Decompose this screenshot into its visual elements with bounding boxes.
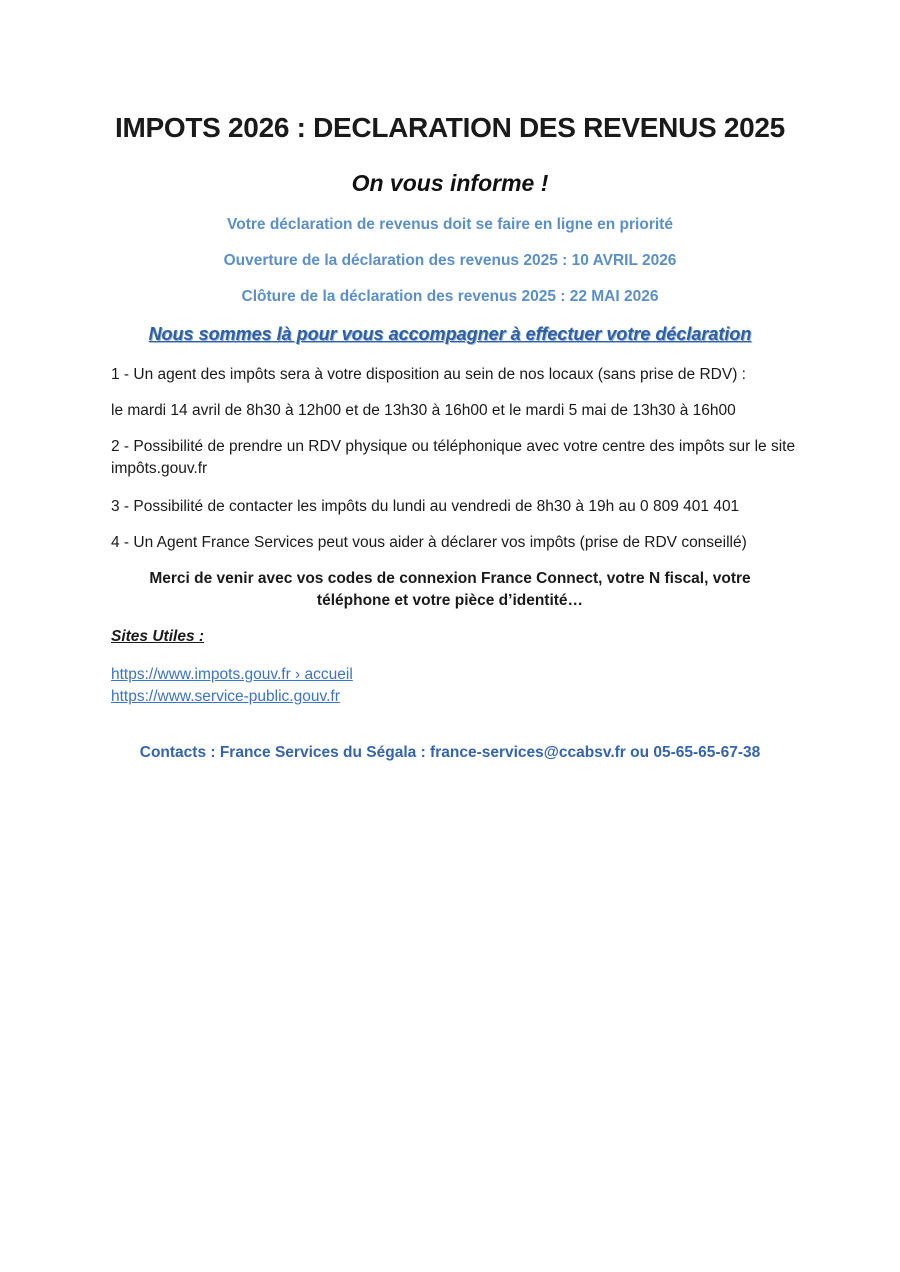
impots-link[interactable]: https://www.impots.gouv.fr › accueil: [111, 666, 353, 683]
item-4-france-services: 4 - Un Agent France Services peut vous aider à déclarer vos impôts (prise de RDV conseillé): [111, 534, 747, 551]
page-title: IMPOTS 2026 : DECLARATION DES REVENUS 2025: [115, 112, 785, 143]
item-1-schedule: le mardi 14 avril de 8h30 à 12h00 et de 13h30 à 16h00 et le mardi 5 mai de 13h30 à 16h00: [111, 402, 736, 419]
item-3-phone-contact: 3 - Possibilité de contacter les impôts du lundi au vendredi de 8h30 à 19h au 0 809 401 401: [111, 498, 740, 515]
support-banner: Nous sommes là pour vous accompagner à effectuer votre déclaration: [148, 324, 752, 344]
merci-note: Merci de venir avec vos codes de connexion France Connect, votre N fiscal, votre téléphone et votre pièce d’identité…: [149, 570, 751, 609]
useful-sites-heading: Sites Utiles :: [111, 628, 205, 645]
item-1-agent: 1 - Un agent des impôts sera à votre disposition au sein de nos locaux (sans prise de RDV) :: [111, 366, 746, 383]
contacts-line: Contacts : France Services du Ségala : france-services@ccabsv.fr ou 05-65-65-67-38: [139, 744, 761, 761]
item-2-appointment: 2 - Possibilité de prendre un RDV physique ou téléphonique avec votre centre des impôts sur le site impôts.gouv.fr: [111, 438, 796, 477]
info-closing-date: Clôture de la déclaration des revenus 2025 : 22 MAI 2026: [241, 288, 659, 305]
info-online-declaration: Votre déclaration de revenus doit se faire en ligne en priorité: [227, 216, 673, 233]
info-opening-date: Ouverture de la déclaration des revenus 2025 : 10 AVRIL 2026: [223, 252, 677, 269]
service-public-link[interactable]: https://www.service-public.gouv.fr: [111, 688, 340, 705]
page-subtitle: On vous informe !: [351, 170, 549, 196]
